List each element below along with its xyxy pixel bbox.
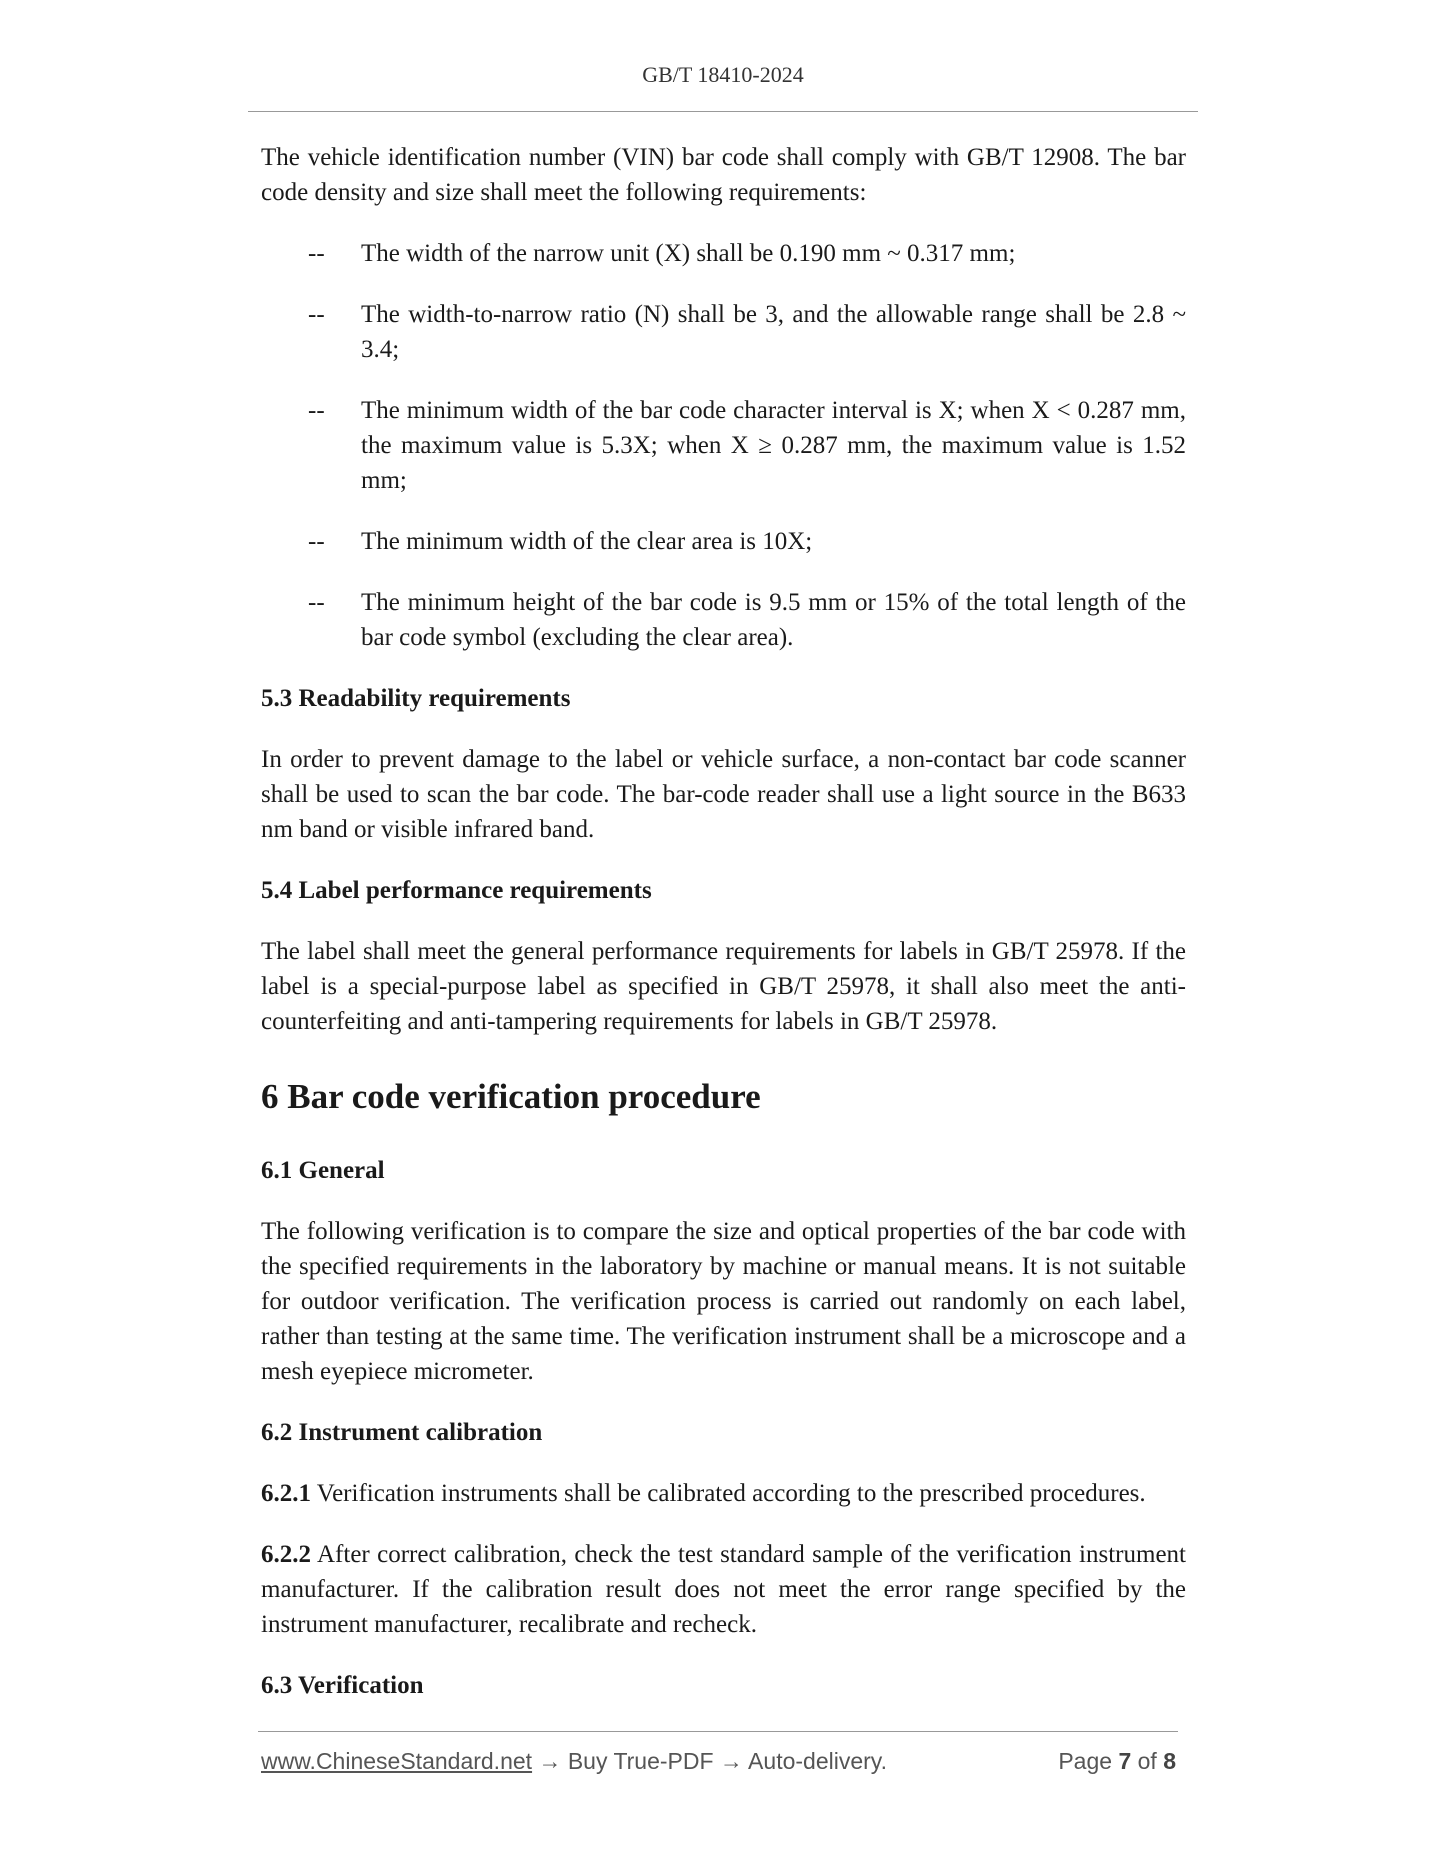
section-6-1-text: The following verification is to compare the size and optical properties of the bar code with the specified requirements in the laboratory by machine or manual means. It is not suitable for outdoor verification. The verification process is carried out randomly on each label, rather than testing at the same time. The verification instrument shall be a microscope and a mesh eyepiece micrometer. (261, 1218, 1186, 1385)
list-dash: -- (308, 528, 325, 555)
current-page: 7 (1118, 1748, 1132, 1774)
of-word: of (1137, 1748, 1157, 1774)
section-5-3-text: In order to prevent damage to the label or vehicle surface, a non-contact bar code scanner shall be used to scan the bar code. The bar-code reader shall use a light source in the B633 nm band or visible infrared band. (261, 746, 1186, 843)
list-item-text: The width of the narrow unit (X) shall be 0.190 mm ~ 0.317 mm; (361, 240, 1016, 267)
page-number (1058, 1748, 1176, 1775)
list-item-text: The minimum width of the bar code character interval is X; when X < 0.287 mm, the maximum value is 5.3X; when X ≥ 0.287 mm, the maximum value is 1.52 mm; (361, 397, 1186, 494)
intro-paragraph: The vehicle identification number (VIN) bar code shall comply with GB/T 12908. The bar code density and size shall meet the following requirements: (261, 144, 1186, 206)
clause-text: Verification instruments shall be calibrated according to the prescribed procedures. (311, 1480, 1146, 1507)
list-item (261, 585, 1186, 655)
section-5-4-heading: 5.4 Label performance requirements (261, 877, 652, 904)
section-6-1-heading: 6.1 General (261, 1157, 385, 1184)
chapter-6-heading: 6 Bar code verification procedure (261, 1077, 761, 1116)
footer-promo (261, 1748, 887, 1775)
website-link[interactable]: www.ChineseStandard.net (261, 1748, 533, 1774)
list-dash: -- (308, 397, 325, 424)
header-divider (248, 111, 1198, 112)
page-word: Page (1058, 1748, 1113, 1774)
section-5-3-heading: 5.3 Readability requirements (261, 685, 571, 712)
total-pages: 8 (1163, 1748, 1176, 1774)
list-item (261, 393, 1186, 498)
section-6-2-heading: 6.2 Instrument calibration (261, 1419, 543, 1446)
footer-divider (258, 1731, 1178, 1732)
page-footer (261, 1748, 1176, 1782)
clause-6-2-1 (261, 1476, 1186, 1511)
footer-tagline: → Buy True-PDF → Auto-delivery. (532, 1748, 887, 1774)
list-item (261, 236, 1186, 271)
list-item (261, 297, 1186, 367)
document-body (261, 140, 1186, 1729)
clause-text: After correct calibration, check the test standard sample of the verification instrument manufacturer. If the calibration result does not meet the error range specified by the instrument manufacturer, recalibrate and recheck. (261, 1541, 1186, 1638)
clause-number: 6.2.1 (261, 1480, 311, 1507)
list-dash: -- (308, 301, 325, 328)
section-5-4-text: The label shall meet the general performance requirements for labels in GB/T 25978. If the label is a special-purpose label as specified in GB/T 25978, it shall also meet the anti-counterfeiting and anti-tampering requirements for labels in GB/T 25978. (261, 938, 1186, 1035)
list-item-text: The minimum height of the bar code is 9.5 mm or 15% of the total length of the bar code symbol (excluding the clear area). (361, 589, 1186, 651)
list-dash: -- (308, 589, 325, 616)
list-item-text: The minimum width of the clear area is 10X; (361, 528, 813, 555)
section-6-3-heading: 6.3 Verification (261, 1672, 424, 1699)
list-item (261, 524, 1186, 559)
clause-6-2-2 (261, 1537, 1186, 1642)
page-header: GB/T 18410-2024 (642, 62, 804, 87)
requirements-list (261, 236, 1186, 655)
list-item-text: The width-to-narrow ratio (N) shall be 3, and the allowable range shall be 2.8 ~ 3.4; (361, 301, 1186, 363)
list-dash: -- (308, 240, 325, 267)
clause-number: 6.2.2 (261, 1541, 311, 1568)
